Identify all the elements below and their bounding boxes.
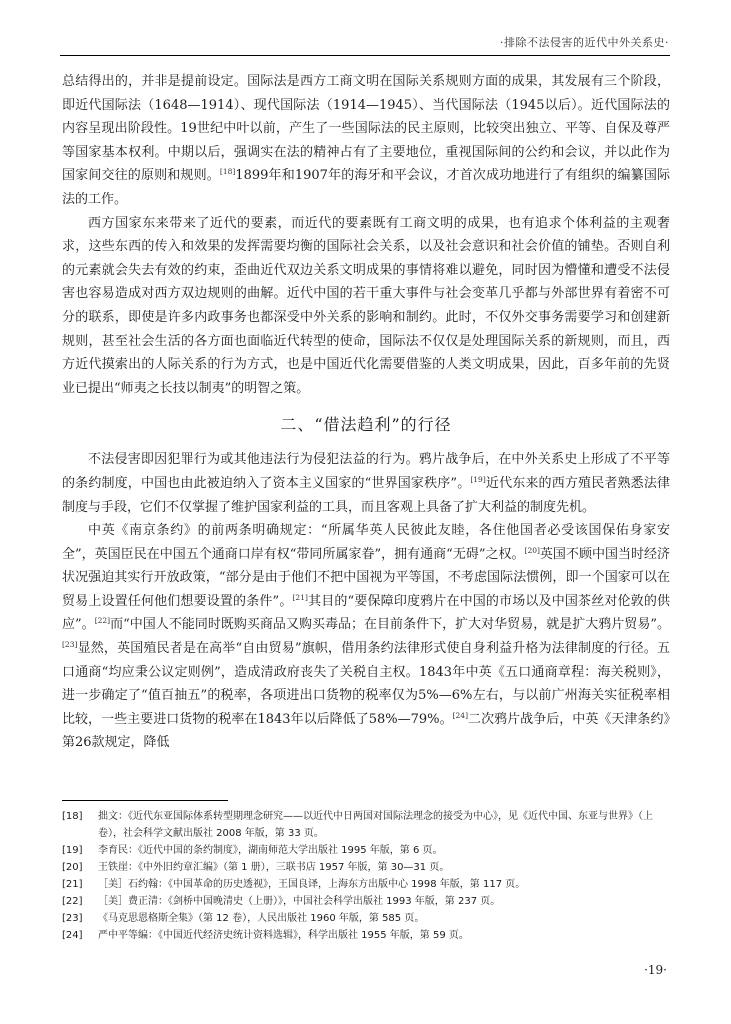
paragraph bbox=[62, 448, 670, 519]
paragraph-text: 总结得出的，并非是提前设定。国际法是西方工商文明在国际关系规则方面的成果，其发展有三个阶段，即近代国际法（1648—1914）、现代国际法（1914—1945）、当代国际法（1945以后）。近代国际法的内容呈现出阶段性。19世纪中叶以前，产生了一些国际法的民主原则，比较突出独立、平等、自保及尊严等国家基本权利。中期以后，强调实在法的精神占有了主要地位，重视国际间的公约和会议，并以此作为国家间交往的原则和规则。 bbox=[62, 74, 670, 184]
footnote-number: [19] bbox=[62, 845, 83, 856]
footnote-text: ［美］石约翰：《中国革命的历史透视》，王国良译，上海东方出版中心 1998 年版，第 117 页。 bbox=[98, 879, 526, 890]
footnote-number: [24] bbox=[62, 930, 83, 941]
footnote bbox=[62, 876, 670, 893]
body-text bbox=[62, 70, 670, 755]
page-number: ·19· bbox=[644, 963, 667, 977]
paragraph bbox=[62, 70, 670, 212]
footnote-ref: [24] bbox=[452, 710, 469, 720]
footnote-ref: [21] bbox=[292, 592, 308, 602]
footnote-number: [21] bbox=[62, 879, 83, 890]
footnote-text: 王铁崖：《中外旧约章汇编》（第 1 册），三联书店 1957 年版，第 30—31 页。 bbox=[98, 862, 450, 873]
footnote-text: 《马克思恩格斯全集》（第 12 卷），人民出版社 1960 年版，第 585 页。 bbox=[98, 913, 425, 924]
footnote bbox=[62, 910, 670, 927]
paragraph-text: 近代东来的西方殖民者熟悉法律制度与手段，它们不仅掌握了维护国家利益的工具，而且客观上具备了扩大利益的制度先机。 bbox=[62, 475, 670, 515]
footnote-number: [20] bbox=[62, 862, 83, 873]
footnote-ref: [23] bbox=[62, 640, 78, 650]
footnote-rule bbox=[62, 800, 228, 801]
section-heading: 二、“借法趋利”的行径 bbox=[280, 415, 452, 435]
footnote bbox=[62, 842, 670, 859]
paragraph-text: 英国不顾中国当时经济状况强迫其实行开放政策，“部分是由于他们不把中国视为平等国，不考虑国际法惯例，即一个国家可以在贸易上设置任何他们想要设置的条件”。 bbox=[62, 546, 670, 609]
paragraph bbox=[62, 519, 670, 755]
header-rule bbox=[60, 55, 670, 56]
footnote-text: 李育民：《近代中国的条约制度》，湖南师范大学出版社 1995 年版，第 6 页。 bbox=[98, 845, 443, 856]
footnote bbox=[62, 808, 670, 842]
footnote-ref: [20] bbox=[524, 545, 540, 555]
footnote-text: 拙文：《近代东亚国际体系转型期理念研究——以近代中日两国对国际法理念的接受为中心》，见《近代中国、东亚与世界》（上卷），社会科学文献出版社 2008 年版，第 33 页。 bbox=[98, 811, 653, 839]
paragraph-text: 而“中国人不能同时既购买商品又购买毒品；在目前条件下，扩大对华贸易，就是扩大鸦片贸易”。 bbox=[110, 617, 670, 633]
footnote-text: ［美］费正清：《剑桥中国晚清史（上册）》，中国社会科学出版社 1993 年版，第 237 页。 bbox=[98, 896, 501, 907]
footnote bbox=[62, 893, 670, 910]
paragraph-text: 显然，英国殖民者是在高举“自由贸易”旗帜，借用条约法律形式使自身利益升格为法律制度的行径。五口通商“均应秉公议定则例”，造成清政府丧失了关税自主权。1843年中英《五口通商章程：海关税则》，进一步确定了“值百抽五”的税率，各项进出口货物的税率仅为5%—6%左右，与以前广州海关实征税率相比较，一些主要进口货物的税率在1843年以后降低了58%—79%。 bbox=[62, 641, 670, 727]
paragraph-text: 1899年和1907年的海牙和平会议，才首次成功地进行了有组织的编纂国际法的工作。 bbox=[62, 168, 670, 207]
footnote-ref: [19] bbox=[470, 474, 486, 484]
paragraph bbox=[62, 212, 670, 401]
paragraph-text: 西方国家东来带来了近代的要素，而近代的要素既有工商文明的成果，也有追求个体利益的主观奢求，这些东西的传入和效果的发挥需要均衡的国际社会关系，以及社会意识和社会价值的铺垫。否则自利的元素就会失去有效的约束，歪曲近代双边关系文明成果的事情将难以避免，同时因为懵懂和遭受不法侵害也容易造成对西方双边规则的曲解。近代中国的若干重大事件与社会变革几乎都与外部世界有着密不可分的联系，即使是许多内政事务也都深受中外关系的影响和制约。此时，不仅外交事务需要学习和创建新规则，甚至社会生活的各方面也面临近代转型的使命，国际法不仅仅是处理国际关系的新规则，而且，西方近代摸索出的人际关系的行为方式，也是中国近代化需要借鉴的人类文明成果，因此，百多年前的先贤业已提出“师夷之长技以制夷”的明智之策。 bbox=[62, 215, 670, 396]
footnote-number: [22] bbox=[62, 896, 83, 907]
paragraph-text: 不法侵害即因犯罪行为或其他违法行为侵犯法益的行为。鸦片战争后，在中外关系史上形成了不平等的条约制度，中国也由此被迫纳入了资本主义国家的“世界国家秩序”。 bbox=[62, 452, 670, 491]
footnote-number: [23] bbox=[62, 913, 83, 924]
footnotes bbox=[62, 808, 670, 944]
footnote bbox=[62, 859, 670, 876]
paragraph-text: 中英《南京条约》的前两条明确规定：“所属华英人民彼此友睦，各住他国者必受该国保佑身家安全”，英国臣民在中国五个通商口岸有权“带同所属家眷”，拥有通商“无碍”之权。 bbox=[62, 523, 670, 562]
paragraph-text: 二次鸦片战争后，中英《天津条约》第26款规定，降低 bbox=[62, 711, 670, 751]
paragraph-text: 其目的“要保障印度鸦片在中国的市场以及中国茶丝对伦敦的供应”。 bbox=[62, 593, 670, 633]
footnote-ref: [18] bbox=[219, 167, 236, 177]
footnote-number: [18] bbox=[62, 811, 83, 822]
footnote-text: 严中平等编：《中国近代经济史统计资料选辑》，科学出版社 1955 年版，第 59 页。 bbox=[98, 930, 469, 941]
running-header: ·排除不法侵害的近代中外关系史· bbox=[500, 36, 669, 49]
footnote bbox=[62, 927, 670, 944]
footnote-ref: [22] bbox=[94, 616, 111, 626]
